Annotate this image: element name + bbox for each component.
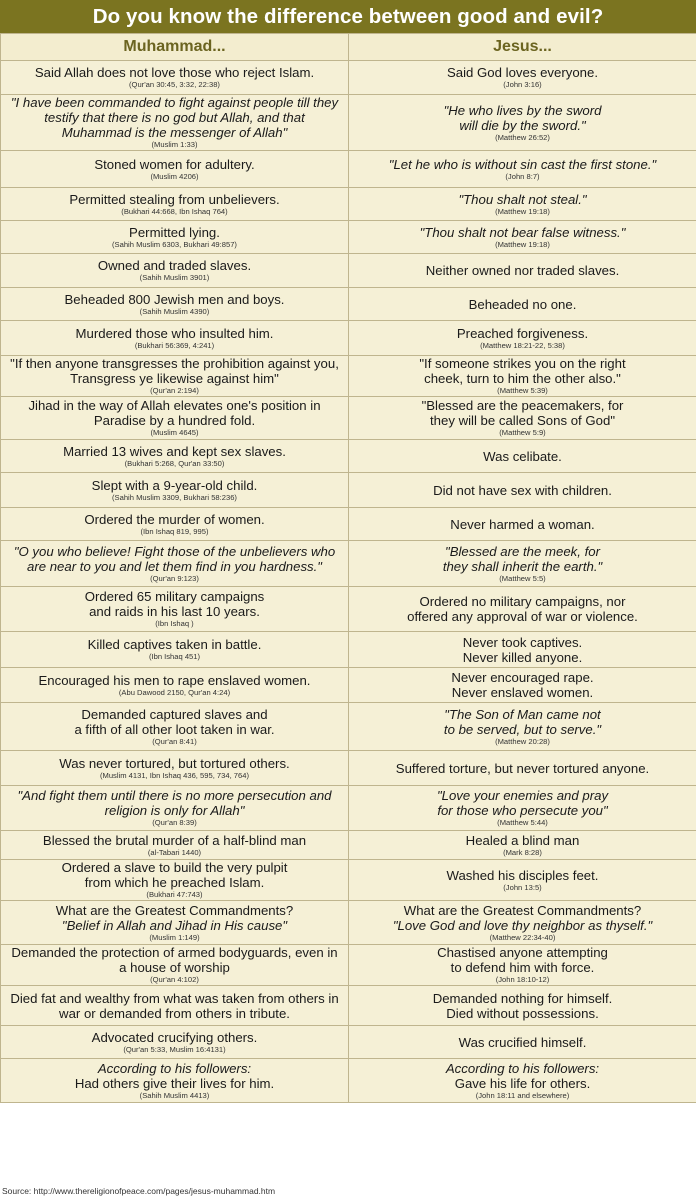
- comparison-row: [1, 986, 696, 1026]
- statement-line: Had others give their lives for him.: [74, 1075, 275, 1091]
- muhammad-cell: [1, 288, 349, 321]
- comparison-row: [1, 786, 696, 831]
- jesus-cell: [349, 945, 696, 986]
- reference-citation: (Abu Dawood 2150, Qur'an 4:24): [118, 687, 231, 697]
- statement-line: Healed a blind man: [465, 832, 580, 848]
- statement-line: Never enslaved women.: [451, 685, 594, 700]
- statement-line: "Thou shalt not bear false witness.": [419, 224, 626, 240]
- statement-line: war or demanded from others in tribute.: [59, 1005, 290, 1021]
- statement-line: "The Son of Man came not: [444, 706, 601, 722]
- reference-citation: (Qur'an 30:45, 3:32, 22:38): [129, 80, 220, 89]
- source-citation: Source: http://www.thereligionofpeace.com/pages/jesus-muhammad.htm: [2, 1186, 276, 1196]
- column-header-muhammad: Muhammad...: [1, 34, 349, 61]
- statement-line: "Love God and love thy neighbor as thyself.": [392, 917, 653, 933]
- statement-line: Blessed the brutal murder of a half-blind man: [42, 832, 307, 848]
- statement-line: "Thou shalt not steal.": [458, 191, 587, 207]
- reference-citation: (Bukhari 47:743): [146, 890, 203, 899]
- reference-citation: (Sahih Muslim 3901): [139, 273, 210, 282]
- muhammad-cell: [1, 321, 349, 356]
- muhammad-cell: [1, 356, 349, 397]
- statement-line: "Love your enemies and pray: [436, 788, 609, 803]
- muhammad-cell: [1, 786, 349, 831]
- reference-citation: (Qur'an 5:33, Muslim 16:4131): [123, 1044, 226, 1054]
- statement-line: religion is only for Allah": [104, 803, 245, 818]
- statement-line: Never harmed a woman.: [450, 516, 595, 532]
- reference-citation: (Matthew 19:18): [495, 239, 550, 249]
- statement-line: cheek, turn to him the other also.": [424, 371, 621, 386]
- reference-citation: (Muslim 4645): [150, 428, 199, 437]
- statement-line: a house of worship: [119, 960, 230, 975]
- statement-line: "Belief in Allah and Jihad in His cause": [61, 917, 288, 933]
- muhammad-cell: [1, 860, 349, 901]
- reference-citation: (Bukhari 56:369, 4:241): [134, 340, 215, 350]
- reference-citation: (Muslim 4206): [150, 171, 199, 181]
- jesus-cell: [349, 221, 696, 254]
- reference-citation: (Mark 8:28): [503, 847, 542, 857]
- statement-line: Permitted stealing from unbelievers.: [69, 191, 280, 207]
- column-header-row: [1, 34, 696, 61]
- jesus-cell: [349, 288, 696, 321]
- comparison-row: [1, 221, 696, 254]
- comparison-row: [1, 356, 696, 397]
- reference-citation: (Sahih Muslim 6303, Bukhari 49:857): [112, 239, 237, 249]
- statement-line: Transgress ye likewise against him": [70, 371, 279, 386]
- statement-line: Never encouraged rape.: [451, 670, 594, 685]
- statement-line: Died fat and wealthy from what was taken from others in: [10, 990, 339, 1006]
- statement-line: Was celibate.: [483, 448, 562, 464]
- statement-line: Muhammad is the messenger of Allah": [61, 125, 288, 140]
- muhammad-cell: [1, 188, 349, 221]
- statement-line: are near to you and let them find in you hardness.": [27, 558, 322, 574]
- reference-citation: (John 8:7): [505, 171, 540, 181]
- muhammad-cell: [1, 831, 349, 860]
- statement-line: What are the Greatest Commandments?: [55, 902, 294, 918]
- comparison-row: [1, 508, 696, 541]
- reference-citation: (Muslim 4131, Ibn Ishaq 436, 595, 734, 764): [99, 770, 250, 780]
- statement-line: to be served, but to serve.": [443, 721, 602, 737]
- statement-line: Never took captives.: [462, 634, 583, 650]
- reference-citation: (Qur'an 8:41): [152, 736, 197, 746]
- statement-line: Ordered the murder of women.: [84, 511, 265, 527]
- statement-line: Was crucified himself.: [458, 1034, 587, 1050]
- page-title: Do you know the difference between good and evil?: [0, 0, 696, 33]
- statement-line: According to his followers:: [445, 1060, 600, 1076]
- statement-line: "O you who believe! Fight those of the unbelievers who: [13, 543, 336, 559]
- comparison-row: [1, 61, 696, 95]
- statement-line: "Blessed are the peacemakers, for: [421, 398, 624, 413]
- reference-citation: (Qur'an 8:39): [152, 818, 197, 827]
- muhammad-cell: [1, 254, 349, 288]
- reference-citation: (Bukhari 44:668, Ibn Ishaq 764): [121, 206, 228, 216]
- statement-line: Preached forgiveness.: [456, 325, 589, 341]
- statement-line: Chastised anyone attempting: [437, 945, 608, 960]
- jesus-cell: [349, 321, 696, 356]
- statement-line: Never killed anyone.: [462, 649, 583, 665]
- muhammad-cell: [1, 1026, 349, 1059]
- statement-line: Ordered a slave to build the very pulpit: [61, 860, 288, 875]
- statement-line: Stoned women for adultery.: [94, 156, 255, 172]
- reference-citation: (Matthew 5:44): [497, 818, 548, 827]
- muhammad-cell: [1, 945, 349, 986]
- statement-line: Beheaded no one.: [468, 296, 577, 312]
- reference-citation: (John 18:11 and elsewhere): [475, 1090, 570, 1100]
- reference-citation: (Matthew 26:52): [495, 132, 550, 142]
- reference-citation: (Bukhari 5:268, Qur'an 33:50): [124, 458, 225, 468]
- statement-line: Washed his disciples feet.: [446, 867, 599, 883]
- jesus-cell: [349, 901, 696, 945]
- reference-citation: (Sahih Muslim 3309, Bukhari 58:236): [112, 492, 237, 502]
- muhammad-cell: [1, 397, 349, 440]
- reference-citation: (Matthew 5:39): [497, 386, 548, 395]
- jesus-cell: [349, 703, 696, 751]
- jesus-cell: [349, 188, 696, 221]
- reference-citation: (Muslim 1:149): [149, 932, 200, 942]
- statement-line: they will be called Sons of God": [429, 413, 615, 428]
- jesus-cell: [349, 1059, 696, 1103]
- comparison-row: [1, 288, 696, 321]
- muhammad-cell: [1, 151, 349, 188]
- reference-citation: (Matthew 20:28): [495, 736, 550, 746]
- column-header-jesus: Jesus...: [349, 34, 696, 61]
- statement-line: What are the Greatest Commandments?: [403, 902, 642, 918]
- comparison-row: [1, 95, 696, 151]
- statement-line: "Let he who is without sin cast the first stone.": [388, 156, 657, 172]
- reference-citation: (Sahih Muslim 4390): [139, 306, 210, 316]
- jesus-cell: [349, 587, 696, 632]
- comparison-rows: [1, 61, 696, 1103]
- statement-line: Suffered torture, but never tortured anyone.: [395, 760, 650, 776]
- statement-line: for those who persecute you": [437, 803, 608, 818]
- jesus-cell: [349, 786, 696, 831]
- reference-citation: (Ibn Ishaq 451): [148, 652, 201, 661]
- statement-line: Paradise by a hundred fold.: [93, 413, 256, 428]
- statement-line: "If someone strikes you on the right: [419, 356, 626, 371]
- jesus-cell: [349, 668, 696, 703]
- jesus-cell: [349, 986, 696, 1026]
- muhammad-cell: [1, 1059, 349, 1103]
- muhammad-cell: [1, 668, 349, 703]
- jesus-cell: [349, 95, 696, 151]
- reference-citation: (Qur'an 4:102): [150, 975, 199, 984]
- comparison-row: [1, 188, 696, 221]
- reference-citation: (John 18:10-12): [495, 975, 550, 984]
- comparison-row: [1, 1026, 696, 1059]
- statement-line: Did not have sex with children.: [433, 482, 612, 498]
- statement-line: Murdered those who insulted him.: [75, 325, 274, 341]
- muhammad-cell: [1, 61, 349, 95]
- muhammad-cell: [1, 703, 349, 751]
- comparison-row: [1, 632, 696, 668]
- statement-line: Demanded nothing for himself.: [432, 990, 613, 1006]
- muhammad-cell: [1, 508, 349, 541]
- comparison-row: [1, 668, 696, 703]
- statement-line: from which he preached Islam.: [84, 875, 265, 890]
- comparison-row: [1, 1059, 696, 1103]
- muhammad-cell: [1, 587, 349, 632]
- jesus-cell: [349, 254, 696, 288]
- jesus-cell: [349, 151, 696, 188]
- statement-line: and raids in his last 10 years.: [89, 604, 260, 619]
- statement-line: Ordered no military campaigns, nor: [419, 594, 626, 609]
- reference-citation: (Qur'an 9:123): [150, 573, 199, 583]
- comparison-row: [1, 831, 696, 860]
- statement-line: Owned and traded slaves.: [97, 258, 252, 273]
- comparison-row: [1, 321, 696, 356]
- reference-citation: (Sahih Muslim 4413): [139, 1090, 210, 1100]
- statement-line: offered any approval of war or violence.: [407, 609, 638, 624]
- statement-line: Neither owned nor traded slaves.: [425, 263, 620, 278]
- reference-citation: (Ibn Ishaq 819, 995): [140, 526, 209, 536]
- reference-citation: (John 3:16): [503, 80, 542, 89]
- comparison-row: [1, 397, 696, 440]
- jesus-cell: [349, 831, 696, 860]
- comparison-row: [1, 901, 696, 945]
- jesus-cell: [349, 751, 696, 786]
- statement-line: "And fight them until there is no more persecution and: [17, 788, 332, 803]
- comparison-row: [1, 541, 696, 587]
- comparison-row: [1, 751, 696, 786]
- reference-citation: (Matthew 5:9): [499, 428, 546, 437]
- reference-citation: (Matthew 18:21-22, 5:38): [480, 340, 565, 350]
- comparison-table: [0, 33, 696, 1103]
- comparison-row: [1, 254, 696, 288]
- comparison-row: [1, 587, 696, 632]
- statement-line: Demanded the protection of armed bodyguards, even in: [11, 945, 338, 960]
- statement-line: Jihad in the way of Allah elevates one's position in: [28, 398, 321, 413]
- statement-line: to defend him with force.: [450, 960, 595, 975]
- statement-line: Said God loves everyone.: [446, 65, 598, 80]
- muhammad-cell: [1, 632, 349, 668]
- statement-line: a fifth of all other loot taken in war.: [74, 721, 275, 737]
- reference-citation: (Ibn Ishaq ): [155, 619, 194, 628]
- jesus-cell: [349, 632, 696, 668]
- statement-line: Permitted lying.: [129, 224, 220, 240]
- jesus-cell: [349, 1026, 696, 1059]
- muhammad-cell: [1, 440, 349, 473]
- statement-line: Demanded captured slaves and: [81, 706, 268, 722]
- statement-line: will die by the sword.": [459, 117, 586, 133]
- statement-line: Died without possessions.: [446, 1005, 599, 1021]
- muhammad-cell: [1, 221, 349, 254]
- comparison-row: [1, 945, 696, 986]
- statement-line: they shall inherit the earth.": [442, 558, 603, 574]
- reference-citation: (Matthew 5:5): [499, 573, 546, 583]
- statement-line: "If then anyone transgresses the prohibition against you,: [10, 356, 339, 371]
- statement-line: Was never tortured, but tortured others.: [59, 755, 290, 771]
- jesus-cell: [349, 440, 696, 473]
- jesus-cell: [349, 508, 696, 541]
- jesus-cell: [349, 356, 696, 397]
- reference-citation: (Matthew 22:34-40): [489, 932, 556, 942]
- jesus-cell: [349, 473, 696, 508]
- muhammad-cell: [1, 901, 349, 945]
- comparison-row: [1, 703, 696, 751]
- statement-line: "He who lives by the sword: [443, 102, 602, 118]
- comparison-row: [1, 473, 696, 508]
- comparison-row: [1, 151, 696, 188]
- statement-line: Encouraged his men to rape enslaved women.: [38, 672, 311, 688]
- statement-line: Beheaded 800 Jewish men and boys.: [64, 291, 285, 307]
- statement-line: "Blessed are the meek, for: [445, 543, 600, 559]
- statement-line: Said Allah does not love those who reject Islam.: [34, 65, 315, 80]
- comparison-row: [1, 440, 696, 473]
- muhammad-cell: [1, 95, 349, 151]
- muhammad-cell: [1, 473, 349, 508]
- comparison-row: [1, 860, 696, 901]
- muhammad-cell: [1, 751, 349, 786]
- statement-line: Slept with a 9-year-old child.: [91, 477, 258, 493]
- jesus-cell: [349, 61, 696, 95]
- jesus-cell: [349, 397, 696, 440]
- reference-citation: (John 13:5): [503, 882, 542, 892]
- reference-citation: (al-Tabari 1440): [147, 847, 202, 857]
- statement-line: testify that there is no god but Allah, and that: [44, 110, 305, 125]
- muhammad-cell: [1, 541, 349, 587]
- reference-citation: (Qur'an 2:194): [150, 386, 199, 395]
- statement-line: According to his followers:: [97, 1060, 252, 1076]
- statement-line: Gave his life for others.: [454, 1075, 591, 1091]
- muhammad-cell: [1, 986, 349, 1026]
- reference-citation: (Muslim 1:33): [151, 140, 198, 149]
- statement-line: Ordered 65 military campaigns: [84, 589, 265, 604]
- statement-line: Advocated crucifying others.: [91, 1029, 258, 1045]
- jesus-cell: [349, 860, 696, 901]
- reference-citation: (Matthew 19:18): [495, 206, 550, 216]
- statement-line: Married 13 wives and kept sex slaves.: [63, 443, 286, 459]
- jesus-cell: [349, 541, 696, 587]
- statement-line: "I have been commanded to fight against people till they: [10, 95, 339, 110]
- statement-line: Killed captives taken in battle.: [87, 637, 262, 652]
